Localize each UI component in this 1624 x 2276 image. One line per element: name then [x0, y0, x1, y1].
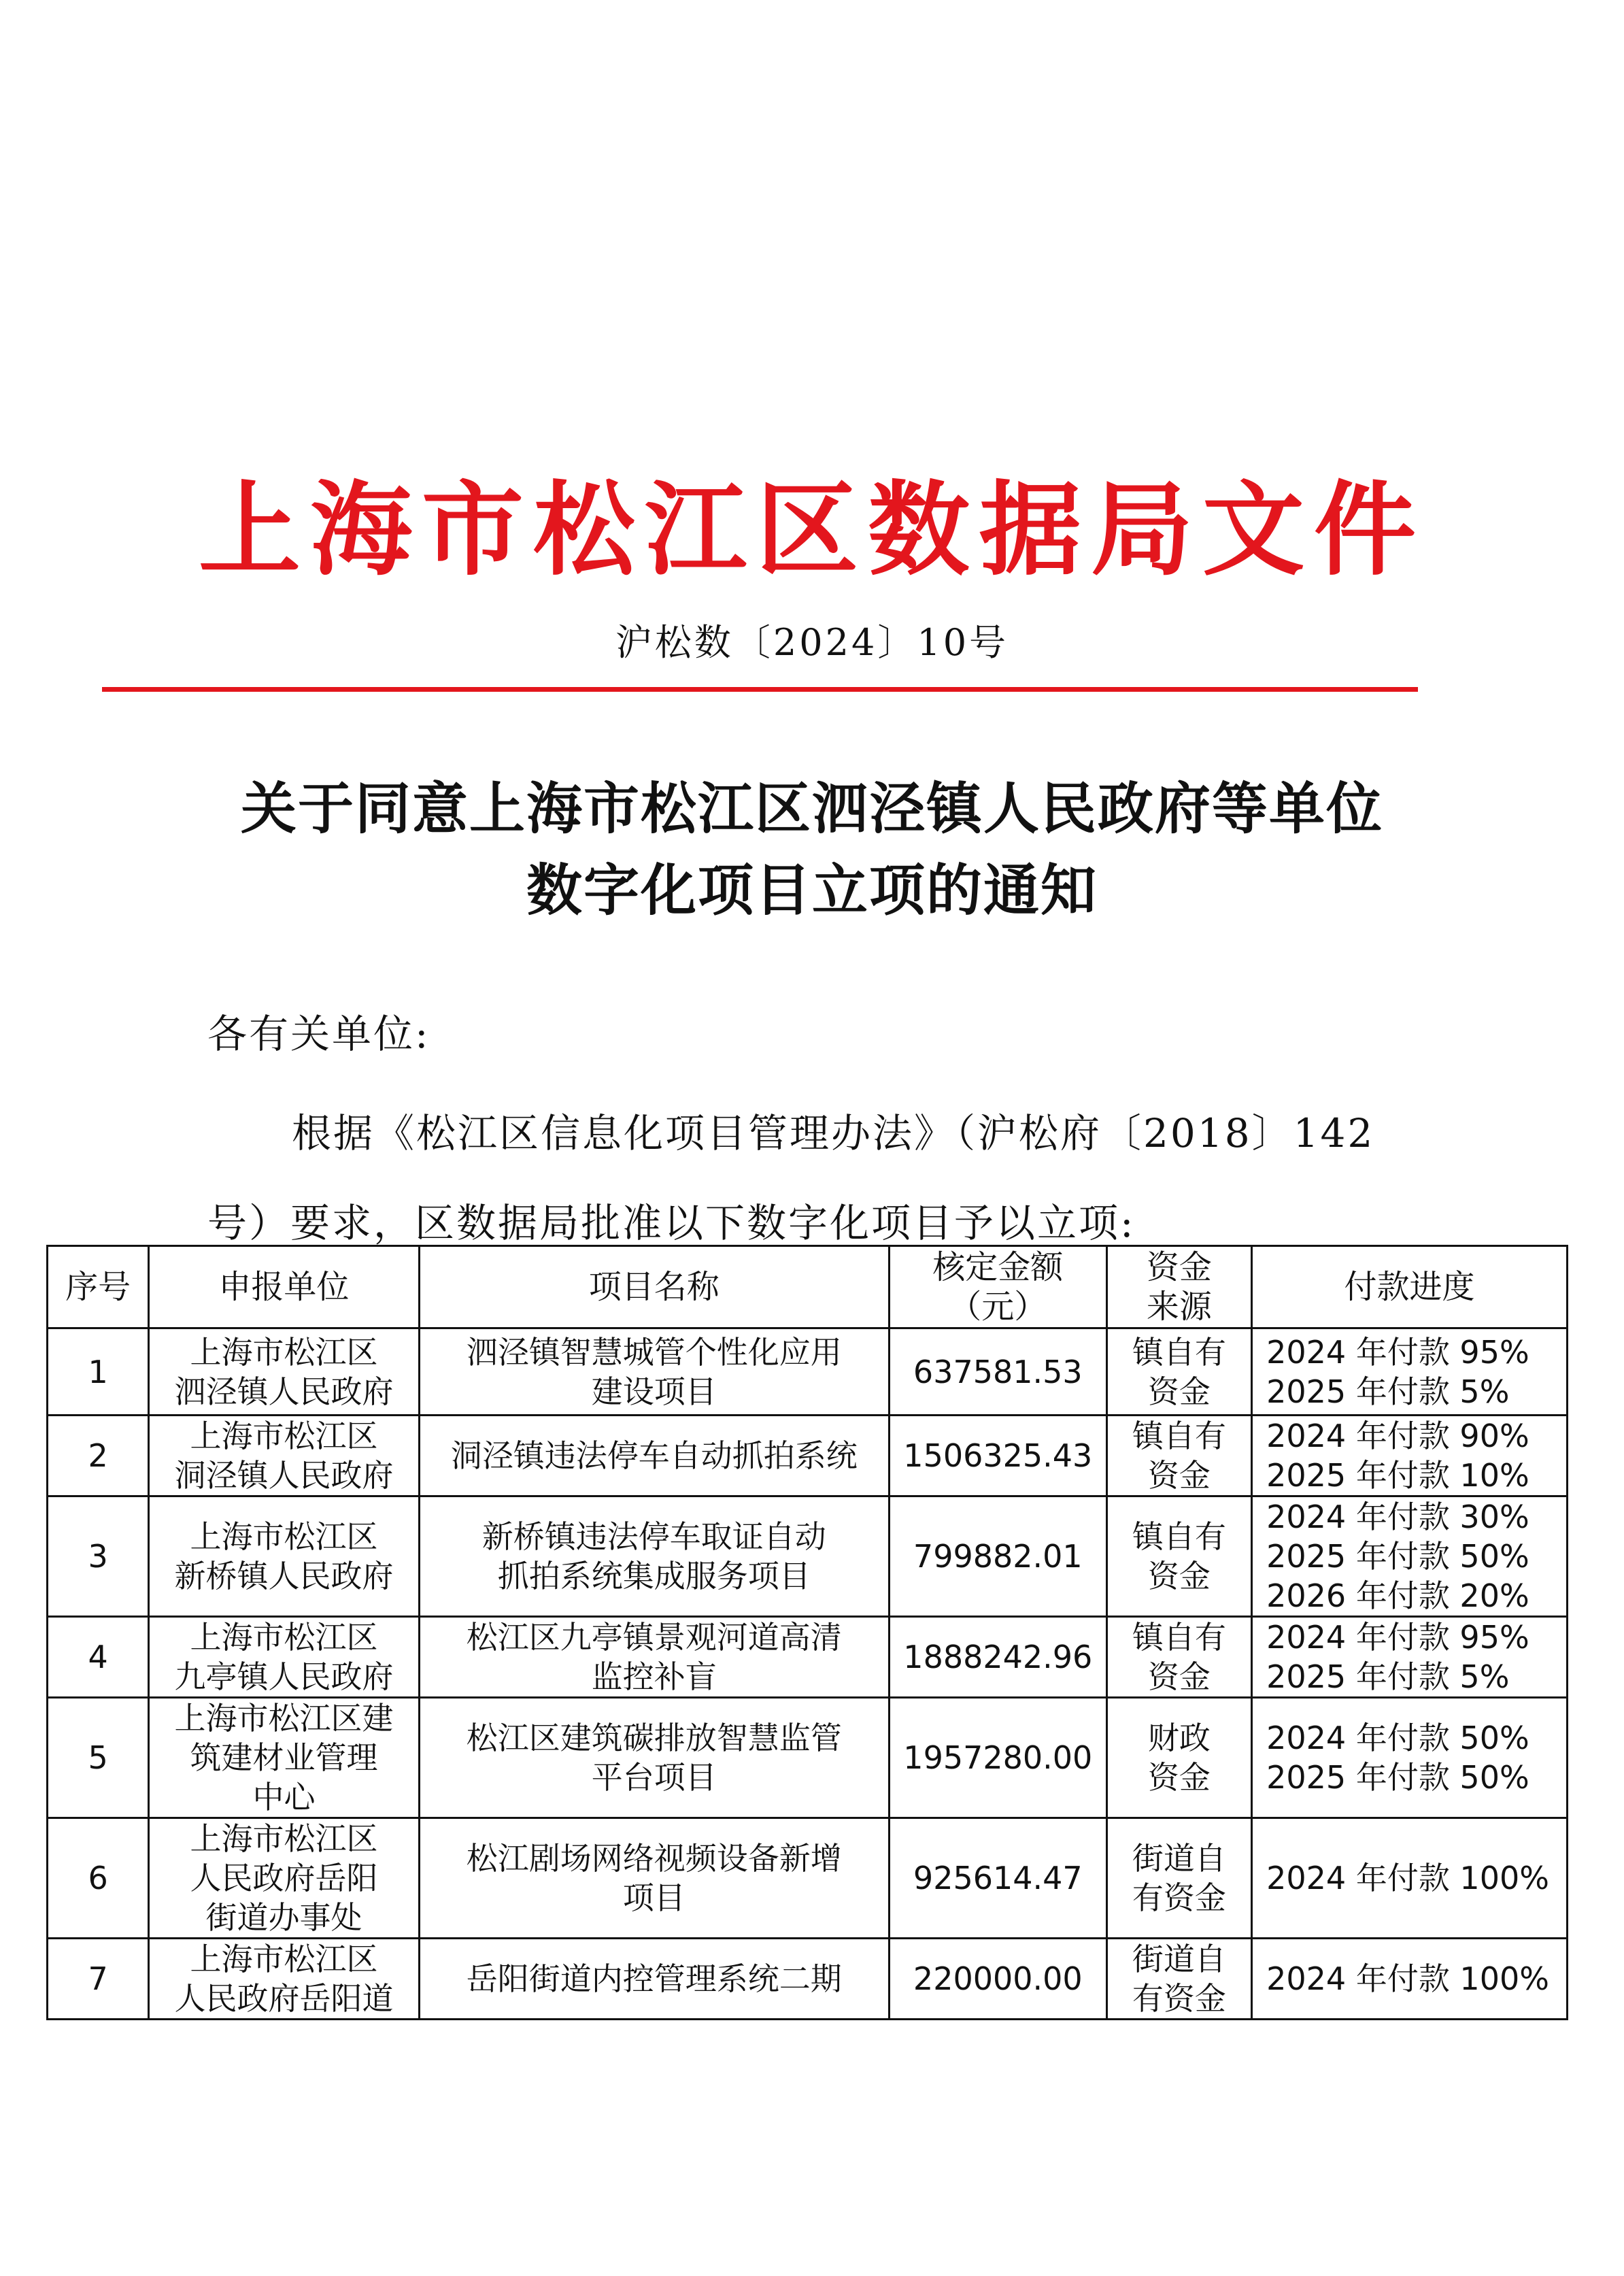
cell-unit-line: 上海市松江区	[190, 1418, 378, 1454]
cell-project-line: 岳阳街道内控管理系统二期	[466, 1960, 842, 1997]
cell-source-line: 镇自有	[1132, 1418, 1226, 1454]
cell-unit-line: 洞泾镇人民政府	[174, 1457, 394, 1494]
table-row	[48, 1416, 1568, 1496]
cell-amount: 1506325.43	[889, 1416, 1106, 1496]
cell-progress	[1252, 1496, 1568, 1617]
table-row	[48, 1939, 1568, 2020]
cell-project-line: 项目	[622, 1879, 686, 1916]
cell-source-line: 街道自	[1132, 1941, 1226, 1977]
cell-source-line: 镇自有	[1132, 1333, 1226, 1371]
header-source	[1106, 1246, 1251, 1328]
cell-progress-line: 2025 年付款 5%	[1266, 1658, 1510, 1695]
cell-project-line: 平台项目	[591, 1759, 717, 1796]
cell-progress-line: 2025 年付款 5%	[1266, 1373, 1510, 1410]
cell-unit-line: 上海市松江区	[190, 1619, 378, 1656]
cell-amount: 637581.53	[889, 1328, 1106, 1416]
cell-unit-line: 泗泾镇人民政府	[174, 1373, 394, 1410]
cell-unit-line: 中心	[252, 1779, 316, 1815]
cell-source-line: 财政	[1147, 1720, 1211, 1756]
cell-progress	[1252, 1617, 1568, 1698]
document-number: 沪松数〔2024〕10号	[615, 621, 1009, 664]
cell-seq: 4	[48, 1617, 149, 1698]
header-amount	[889, 1246, 1106, 1328]
cell-amount: 799882.01	[889, 1496, 1106, 1617]
cell-source-line: 有资金	[1132, 1980, 1226, 2017]
header-seq: 序号	[48, 1246, 149, 1328]
cell-progress-line: 2024 年付款 95%	[1266, 1619, 1529, 1656]
cell-progress-line: 2024 年付款 95%	[1266, 1333, 1529, 1371]
cell-project	[419, 1416, 889, 1496]
project-approval-table	[46, 1245, 1568, 2020]
cell-project-line: 泗泾镇智慧城管个性化应用	[466, 1333, 842, 1371]
red-divider-line	[102, 687, 1418, 692]
cell-project	[419, 1617, 889, 1698]
cell-progress-line: 2026 年付款 20%	[1266, 1577, 1529, 1614]
header-source-line-1: 资金	[1146, 1248, 1212, 1286]
cell-progress-line: 2025 年付款 50%	[1266, 1538, 1529, 1575]
cell-unit-line: 上海市松江区	[190, 1333, 378, 1371]
cell-source-line: 有资金	[1132, 1879, 1226, 1916]
cell-seq: 2	[48, 1416, 149, 1496]
cell-progress	[1252, 1939, 1568, 2020]
cell-unit	[149, 1328, 419, 1416]
cell-progress-line: 2024 年付款 100%	[1266, 1860, 1549, 1896]
cell-project-line: 监控补盲	[591, 1658, 717, 1695]
cell-progress-line: 2024 年付款 100%	[1266, 1960, 1549, 1997]
cell-source-line: 镇自有	[1132, 1619, 1226, 1656]
cell-seq: 5	[48, 1698, 149, 1818]
cell-seq: 3	[48, 1496, 149, 1617]
header-progress: 付款进度	[1252, 1246, 1568, 1328]
notice-title-line-2: 数字化项目立项的通知	[526, 858, 1098, 923]
cell-project	[419, 1328, 889, 1416]
cell-amount: 1888242.96	[889, 1617, 1106, 1698]
cell-project	[419, 1698, 889, 1818]
cell-amount: 220000.00	[889, 1939, 1106, 2020]
cell-source	[1106, 1328, 1251, 1416]
cell-unit	[149, 1416, 419, 1496]
cell-seq: 6	[48, 1818, 149, 1939]
cell-project-line: 松江区九亭镇景观河道高清	[466, 1619, 842, 1656]
cell-unit-line: 筑建材业管理	[190, 1739, 378, 1776]
salutation: 各有关单位:	[207, 1011, 430, 1057]
cell-unit-line: 新桥镇人民政府	[174, 1558, 394, 1594]
cell-source-line: 资金	[1147, 1759, 1211, 1796]
cell-unit-line: 上海市松江区建	[174, 1700, 394, 1737]
notice-title-line-1: 关于同意上海市松江区泗泾镇人民政府等单位	[240, 777, 1383, 841]
cell-unit	[149, 1939, 419, 2020]
cell-source-line: 资金	[1147, 1658, 1211, 1695]
agency-masthead-title: 上海市松江区数据局文件	[198, 471, 1425, 590]
cell-project	[419, 1818, 889, 1939]
cell-source	[1106, 1818, 1251, 1939]
cell-source	[1106, 1416, 1251, 1496]
header-source-line-2: 来源	[1146, 1288, 1212, 1326]
cell-unit-line: 人民政府岳阳	[190, 1860, 378, 1896]
table-row	[48, 1818, 1568, 1939]
cell-progress	[1252, 1328, 1568, 1416]
cell-unit-line: 上海市松江区	[190, 1941, 378, 1977]
cell-unit	[149, 1617, 419, 1698]
cell-project-line: 抓拍系统集成服务项目	[497, 1558, 811, 1594]
cell-seq: 1	[48, 1328, 149, 1416]
cell-unit	[149, 1698, 419, 1818]
cell-amount: 1957280.00	[889, 1698, 1106, 1818]
table-body	[48, 1328, 1568, 2020]
cell-source	[1106, 1617, 1251, 1698]
notice-body-paragraph: 根据《松江区信息化项目管理办法》（沪松府〔2018〕142号）要求，区数据局批准以下数字化项目予以立项:	[207, 1110, 1375, 1246]
cell-project-line: 建设项目	[591, 1373, 717, 1410]
cell-unit-line: 街道办事处	[205, 1899, 362, 1936]
header-project: 项目名称	[419, 1246, 889, 1328]
cell-source	[1106, 1939, 1251, 2020]
notice-title	[0, 769, 1624, 932]
table-row	[48, 1496, 1568, 1617]
cell-source-line: 资金	[1147, 1373, 1211, 1410]
header-amount-line-1: 核定金额	[932, 1248, 1064, 1286]
cell-project	[419, 1939, 889, 2020]
cell-progress	[1252, 1818, 1568, 1939]
cell-unit-line: 人民政府岳阳道	[174, 1980, 394, 2017]
cell-unit	[149, 1818, 419, 1939]
table-row	[48, 1617, 1568, 1698]
table-header-row	[48, 1246, 1568, 1328]
cell-source-line: 街道自	[1132, 1840, 1226, 1877]
table-row	[48, 1698, 1568, 1818]
cell-progress-line: 2025 年付款 10%	[1266, 1457, 1529, 1494]
header-unit: 申报单位	[149, 1246, 419, 1328]
cell-progress-line: 2024 年付款 50%	[1266, 1720, 1529, 1756]
cell-source	[1106, 1496, 1251, 1617]
cell-progress	[1252, 1698, 1568, 1818]
cell-unit-line: 上海市松江区	[190, 1518, 378, 1555]
cell-unit-line: 上海市松江区	[190, 1820, 378, 1857]
cell-progress	[1252, 1416, 1568, 1496]
cell-project-line: 松江区建筑碳排放智慧监管	[466, 1720, 842, 1756]
cell-source-line: 镇自有	[1132, 1518, 1226, 1555]
cell-project-line: 新桥镇违法停车取证自动	[481, 1518, 826, 1555]
cell-source	[1106, 1698, 1251, 1818]
cell-unit	[149, 1496, 419, 1617]
cell-project-line: 洞泾镇违法停车自动抓拍系统	[450, 1437, 858, 1474]
cell-seq: 7	[48, 1939, 149, 2020]
cell-unit-line: 九亭镇人民政府	[174, 1658, 394, 1695]
cell-progress-line: 2024 年付款 90%	[1266, 1418, 1529, 1454]
cell-source-line: 资金	[1147, 1558, 1211, 1594]
cell-progress-line: 2024 年付款 30%	[1266, 1499, 1529, 1535]
cell-project-line: 松江剧场网络视频设备新增	[466, 1840, 842, 1877]
header-amount-line-2: （元）	[949, 1288, 1047, 1326]
cell-project	[419, 1496, 889, 1617]
cell-progress-line: 2025 年付款 50%	[1266, 1759, 1529, 1796]
table-row	[48, 1328, 1568, 1416]
cell-source-line: 资金	[1147, 1457, 1211, 1494]
cell-amount: 925614.47	[889, 1818, 1106, 1939]
